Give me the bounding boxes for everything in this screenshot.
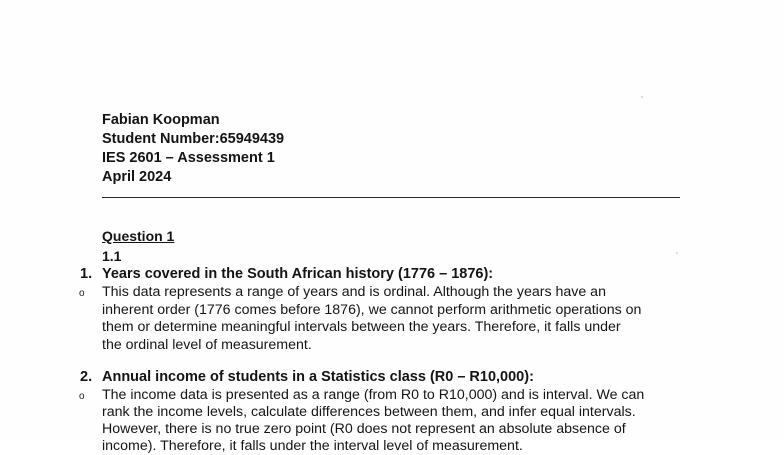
item-body-line: However, there is no true zero point (R0 does not represent an absolute absence of xyxy=(102,421,626,437)
item-title: Annual income of students in a Statistics class (R0 – R10,000): xyxy=(102,369,534,385)
item-number: 2. xyxy=(80,369,93,385)
item-number: 1. xyxy=(80,266,93,282)
sub-question-number: 1.1 xyxy=(102,248,122,264)
item-body-line: the ordinal level of measurement. xyxy=(102,337,312,353)
bullet-icon: o xyxy=(79,391,85,402)
item-title: Years covered in the South African history (1776 – 1876): xyxy=(102,266,494,282)
header-divider xyxy=(102,197,680,198)
item-body-line: income). Therefore, it falls under the interval level of measurement. xyxy=(102,438,523,454)
item-body-line: them or determine meaningful intervals between the years. Therefore, it falls under xyxy=(102,319,621,335)
scan-speck xyxy=(641,96,643,98)
student-number: Student Number:65949439 xyxy=(102,131,285,147)
student-name: Fabian Koopman xyxy=(102,112,220,128)
scan-speck xyxy=(676,252,678,254)
item-body-line: The income data is presented as a range (from R0 to R10,000) and is interval. We can xyxy=(102,387,645,403)
assessment-title: IES 2601 – Assessment 1 xyxy=(102,150,275,166)
submission-date: April 2024 xyxy=(102,169,172,185)
item-body-line: inherent order (1776 comes before 1876), we cannot perform arithmetic operations on xyxy=(102,302,642,318)
item-body-line: This data represents a range of years and is ordinal. Although the years have an xyxy=(102,284,606,300)
question-heading: Question 1 xyxy=(102,228,175,244)
bullet-icon: o xyxy=(79,288,85,299)
item-body-line: rank the income levels, calculate differences between them, and infer equal intervals. xyxy=(102,404,636,420)
